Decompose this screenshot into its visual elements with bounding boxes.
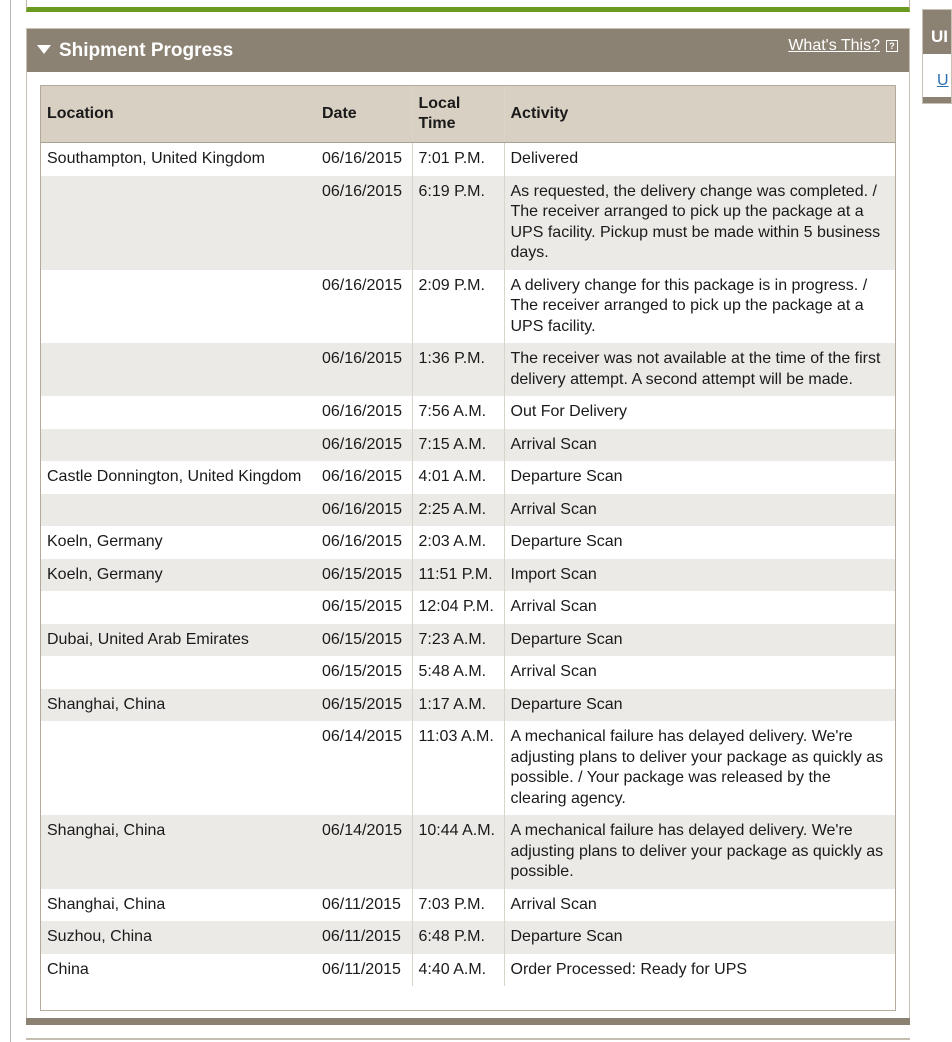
cell-activity: Arrival Scan — [510, 598, 597, 615]
shipment-progress-table-container — [40, 85, 896, 1011]
cell-time: 2:09 P.M. — [412, 270, 504, 344]
cell-location — [41, 494, 316, 527]
cell-location — [41, 656, 316, 689]
cell-activity: Departure Scan — [510, 468, 623, 485]
cell-date: 06/14/2015 — [322, 728, 403, 745]
cell-date: 06/16/2015 — [322, 150, 403, 167]
table-row — [41, 494, 895, 527]
cell-date: 06/16/2015 — [322, 350, 403, 367]
table-row — [41, 429, 895, 462]
cell-date: 06/16/2015 — [322, 435, 403, 453]
cell-time: 6:19 P.M. — [412, 176, 504, 270]
column-header-location: Location — [41, 86, 316, 143]
cell-time: 4:40 A.M. — [412, 954, 504, 987]
table-row — [41, 270, 895, 344]
side-card — [922, 9, 952, 104]
cell-location: China — [47, 960, 89, 978]
cell-activity: Arrival Scan — [510, 663, 597, 680]
next-panel-top — [26, 1038, 910, 1042]
cell-location: Shanghai, China — [47, 895, 166, 913]
table-row — [41, 396, 895, 429]
cell-location: Koeln, Germany — [47, 565, 163, 583]
cell-date: 06/15/2015 — [322, 598, 403, 615]
cell-time: 7:03 P.M. — [412, 889, 504, 922]
cell-location: Castle Donnington, United Kingdom — [47, 468, 302, 485]
table-row — [41, 526, 895, 559]
cell-activity: A mechanical failure has delayed delivery. We're adjusting plans to deliver your package as quickly as possible. — [510, 822, 884, 880]
cell-activity: The receiver was not available at the time of the first delivery attempt. A second attempt will be made. — [510, 350, 881, 388]
cell-date: 06/14/2015 — [322, 822, 403, 839]
cell-activity: Import Scan — [510, 565, 597, 583]
whats-this-link[interactable] — [788, 37, 898, 55]
previous-panel-bottom — [26, 0, 910, 12]
cell-activity: Departure Scan — [510, 630, 623, 648]
cell-time: 1:17 A.M. — [412, 689, 504, 722]
cell-activity: Departure Scan — [510, 928, 623, 945]
whats-this-label[interactable]: What's This? — [788, 37, 880, 54]
cell-location — [41, 396, 316, 429]
page-left-rule — [10, 0, 11, 1042]
cell-activity: Order Processed: Ready for UPS — [510, 960, 748, 978]
table-row — [41, 656, 895, 689]
cell-date: 06/15/2015 — [322, 630, 403, 648]
cell-location — [41, 343, 316, 396]
cell-location — [41, 429, 316, 462]
cell-activity: Arrival Scan — [510, 895, 597, 913]
cell-location — [41, 721, 316, 815]
side-card-bottom-bar — [923, 97, 951, 103]
table-row — [41, 889, 895, 922]
table-row — [41, 461, 895, 494]
table-row — [41, 689, 895, 722]
cell-location — [41, 176, 316, 270]
cell-date: 06/16/2015 — [322, 533, 403, 550]
cell-date: 06/15/2015 — [322, 695, 403, 713]
cell-time: 7:23 A.M. — [412, 624, 504, 657]
cell-location: Shanghai, China — [47, 695, 166, 713]
column-header-local-time: Local Time — [412, 86, 504, 143]
cell-time: 11:03 A.M. — [412, 721, 504, 815]
cell-time: 7:56 A.M. — [412, 396, 504, 429]
cell-time: 4:01 A.M. — [412, 461, 504, 494]
table-row — [41, 954, 895, 987]
table-row — [41, 624, 895, 657]
collapse-caret-icon[interactable] — [37, 45, 51, 54]
table-header-row — [41, 86, 895, 143]
cell-date: 06/15/2015 — [322, 565, 403, 583]
cell-location: Southampton, United Kingdom — [47, 150, 265, 167]
cell-activity: Arrival Scan — [510, 435, 597, 453]
table-row — [41, 143, 895, 176]
side-card-link[interactable]: U — [937, 72, 949, 89]
table-row — [41, 559, 895, 592]
column-header-activity: Activity — [504, 86, 895, 143]
cell-date: 06/11/2015 — [322, 960, 401, 978]
side-card-title: UI — [923, 10, 951, 54]
cell-location — [41, 270, 316, 344]
table-row — [41, 921, 895, 954]
cell-location: Koeln, Germany — [47, 533, 163, 550]
cell-date: 06/16/2015 — [322, 468, 403, 485]
cell-date: 06/16/2015 — [322, 500, 403, 518]
table-row — [41, 176, 895, 270]
panel-bottom-bar — [26, 1018, 910, 1025]
cell-activity: Delivered — [510, 150, 579, 167]
cell-date: 06/11/2015 — [322, 895, 401, 913]
table-row — [41, 343, 895, 396]
cell-location: Dubai, United Arab Emirates — [47, 630, 249, 648]
cell-activity: Arrival Scan — [510, 500, 597, 518]
cell-activity: A mechanical failure has delayed delivery. We're adjusting plans to deliver your package as quickly as possible. / Your package was released by the clearing agency. — [510, 728, 884, 807]
shipment-progress-table — [41, 86, 895, 986]
table-row — [41, 591, 895, 624]
cell-time: 7:01 P.M. — [412, 143, 504, 176]
cell-activity: As requested, the delivery change was completed. / The receiver arranged to pick up the package at a UPS facility. Pickup must be made within 5 business days. — [510, 182, 881, 261]
cell-date: 06/16/2015 — [322, 182, 403, 200]
cell-time: 10:44 A.M. — [412, 815, 504, 889]
cell-location: Shanghai, China — [47, 822, 166, 839]
cell-time: 7:15 A.M. — [412, 429, 504, 462]
column-header-date: Date — [316, 86, 412, 143]
cell-time: 6:48 P.M. — [412, 921, 504, 954]
cell-time: 1:36 P.M. — [412, 343, 504, 396]
cell-time: 2:25 A.M. — [412, 494, 504, 527]
cell-time: 5:48 A.M. — [412, 656, 504, 689]
cell-location — [41, 591, 316, 624]
cell-time: 2:03 A.M. — [412, 526, 504, 559]
cell-activity: A delivery change for this package is in progress. / The receiver arranged to pick up the package at a UPS facility. — [510, 276, 868, 335]
table-row — [41, 721, 895, 815]
cell-location: Suzhou, China — [47, 928, 152, 945]
help-icon[interactable]: ? — [886, 40, 898, 52]
cell-date: 06/16/2015 — [322, 276, 403, 294]
table-body — [41, 143, 895, 987]
cell-time: 11:51 P.M. — [412, 559, 504, 592]
cell-date: 06/15/2015 — [322, 663, 403, 680]
panel-title: Shipment Progress — [59, 40, 234, 61]
table-row — [41, 815, 895, 889]
cell-activity: Departure Scan — [510, 533, 623, 550]
cell-date: 06/16/2015 — [322, 403, 403, 420]
cell-date: 06/11/2015 — [322, 928, 401, 945]
cell-activity: Out For Delivery — [510, 403, 627, 420]
cell-activity: Departure Scan — [510, 695, 623, 713]
cell-time: 12:04 P.M. — [412, 591, 504, 624]
panel-header[interactable] — [27, 29, 909, 72]
